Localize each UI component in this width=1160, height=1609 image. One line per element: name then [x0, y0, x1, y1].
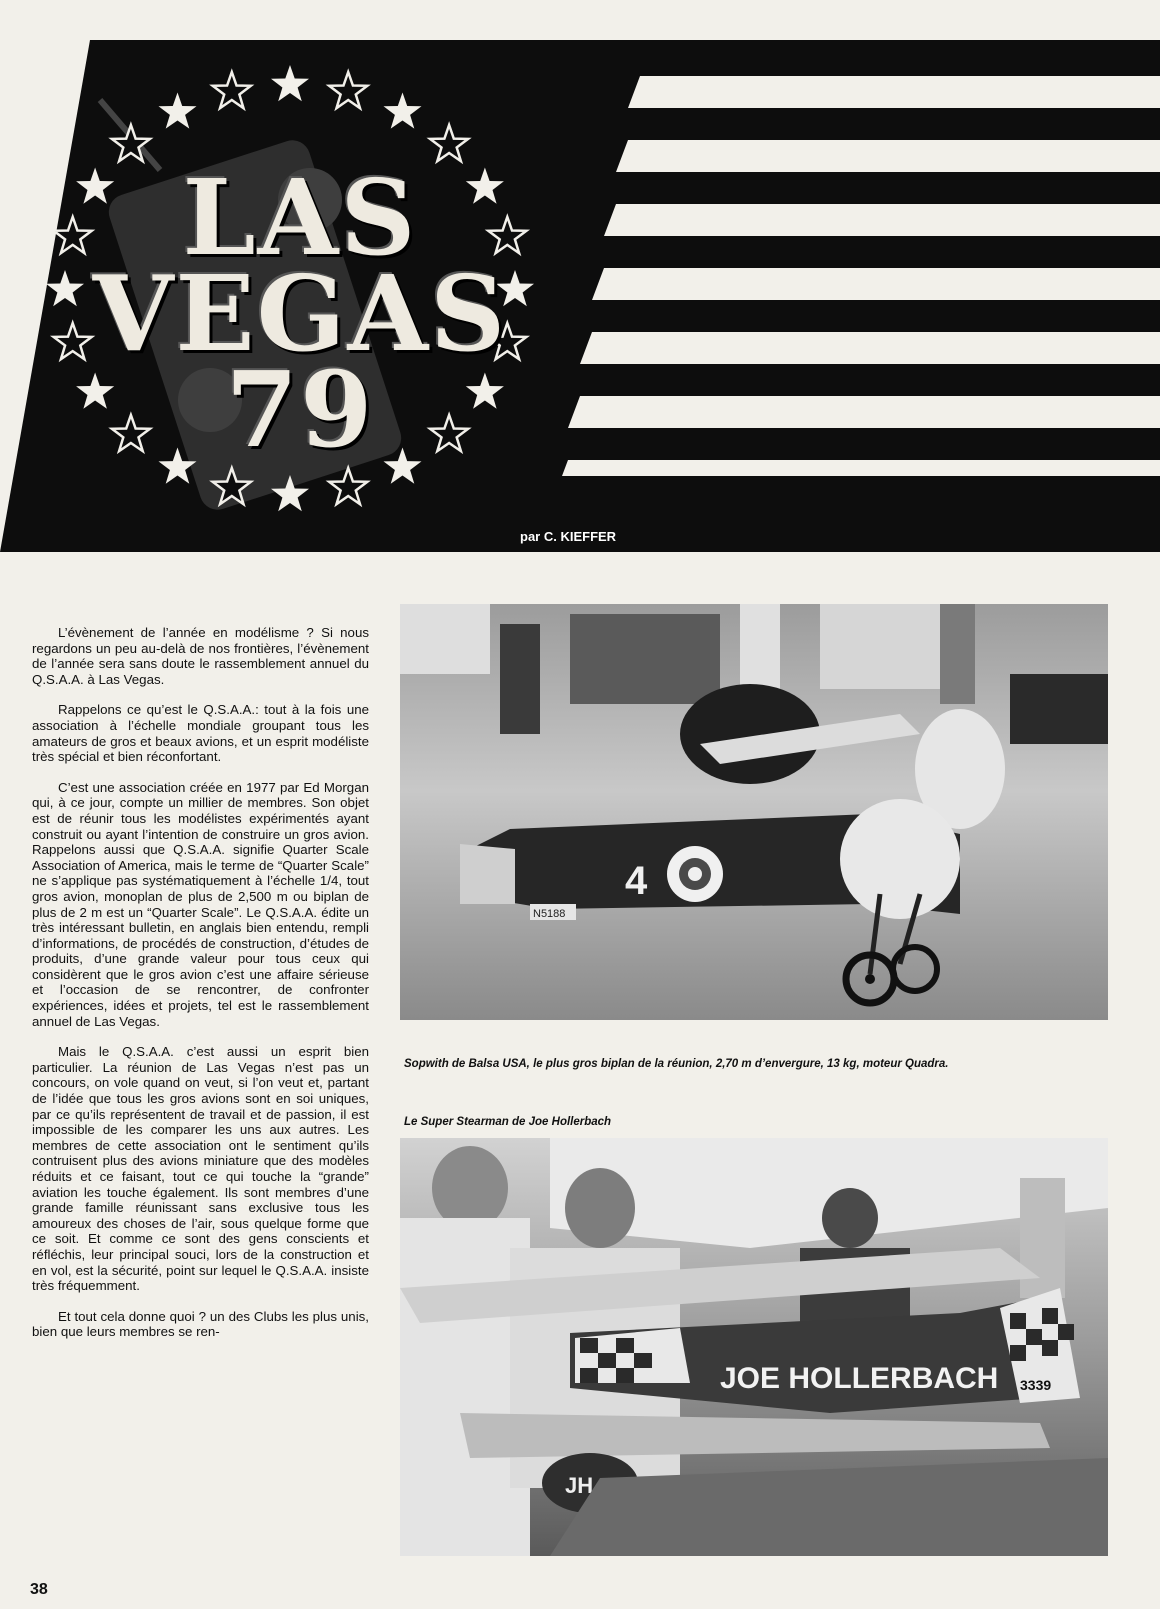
article-body: [32, 625, 369, 1355]
header-banner: [0, 40, 1160, 552]
cowl-letters: JH: [565, 1473, 594, 1498]
fuselage-name: JOE HOLLERBACH: [720, 1362, 999, 1395]
photo-stearman: [400, 1138, 1108, 1556]
paragraph: C’est une association créée en 1977 par Ed Morgan qui, à ce jour, compte un millier de membres. Son objet est de réunir tous les modélistes expérimentés ayant construit ou ayant l’intention de construire un gros avion. Rappelons aussi que Q.S.A.A. signifie Quarter Scale Association of America, mais le terme de “Quarter Scale” ne s’applique pas systématiquement à l’échelle 1/4, tout gros avion, monoplan de plus de 2,500 m ou biplan de plus de 2 m est un “Quarter Scale”. Le Q.S.A.A. édite un très intéressant bulletin, en anglais bien entendu, rempli d’informations, de procédés de construction, d’études de produits, d’une grande valeur pour tous ceux qui considèrent que le gros avion c’est une affaire sérieuse et l’occasion de se rencontrer, de confronter expériences, idées et projets, tel est le rassemblement annuel de Las Vegas.: [32, 779, 369, 1029]
paragraph: Rappelons ce qu’est le Q.S.A.A.: tout à la fois une association à l’échelle mondiale groupant tous les amateurs de gros et beaux avions, et un esprit modéliste très spécial et bien réconfortant.: [32, 702, 369, 765]
roundel-number: 4: [625, 859, 648, 903]
paragraph: Mais le Q.S.A.A. c’est aussi un esprit bien particulier. La réunion de Las Vegas n’est pas un concours, on vole quand on veut, si l’on veut et, partant de l’idée que tous les gros avions sont en soi uniques, par ce qu’ils représentent de travail et de passion, il est impossible de les comparer les uns aux autres. Les membres de cette association ont le sentiment qu’ils contruisent plus des avions miniature que des modèles réduits et ce faisant, tout ce qui touche la “grande” aviation les touche également. Ils sont membres d’une grande famille réunissant sans exclusive tous les amoureux des choses de l’air, sous quelque forme que ce soit. Et comme ce sont des gens conscients et réfléchis, leur principal souci, lors de la construction et en vol, est la sécurité, point sur lequel le Q.S.A.A. insiste très fréquemment.: [32, 1044, 369, 1294]
title-line-3: 79: [225, 348, 375, 471]
title-line-2: VEGAS: [92, 252, 508, 375]
byline: par C. KIEFFER: [520, 529, 617, 544]
paragraph: Et tout cela donne quoi ? un des Clubs les plus unis, bien que leurs membres se ren-: [32, 1308, 369, 1340]
photo-sopwith: [400, 604, 1108, 1020]
page-number: 38: [30, 1581, 48, 1598]
page-title: [90, 156, 510, 500]
paragraph: L’évènement de l’année en modélisme ? Si nous regardons un peu au-delà de nos frontières, l’évènement de l’année sera sans doute le rassemblement annuel du Q.S.A.A. à Las Vegas.: [32, 625, 369, 687]
tail-number: 3339: [1020, 1377, 1052, 1393]
photo-caption: Sopwith de Balsa USA, le plus gros biplan de la réunion, 2,70 m d’envergure, 13 kg, moteur Quadra.: [404, 1058, 949, 1070]
registration-mark: N5188: [533, 908, 566, 920]
title-line-1: LAS: [182, 156, 418, 279]
photo-caption: Le Super Stearman de Joe Hollerbach: [404, 1116, 612, 1128]
